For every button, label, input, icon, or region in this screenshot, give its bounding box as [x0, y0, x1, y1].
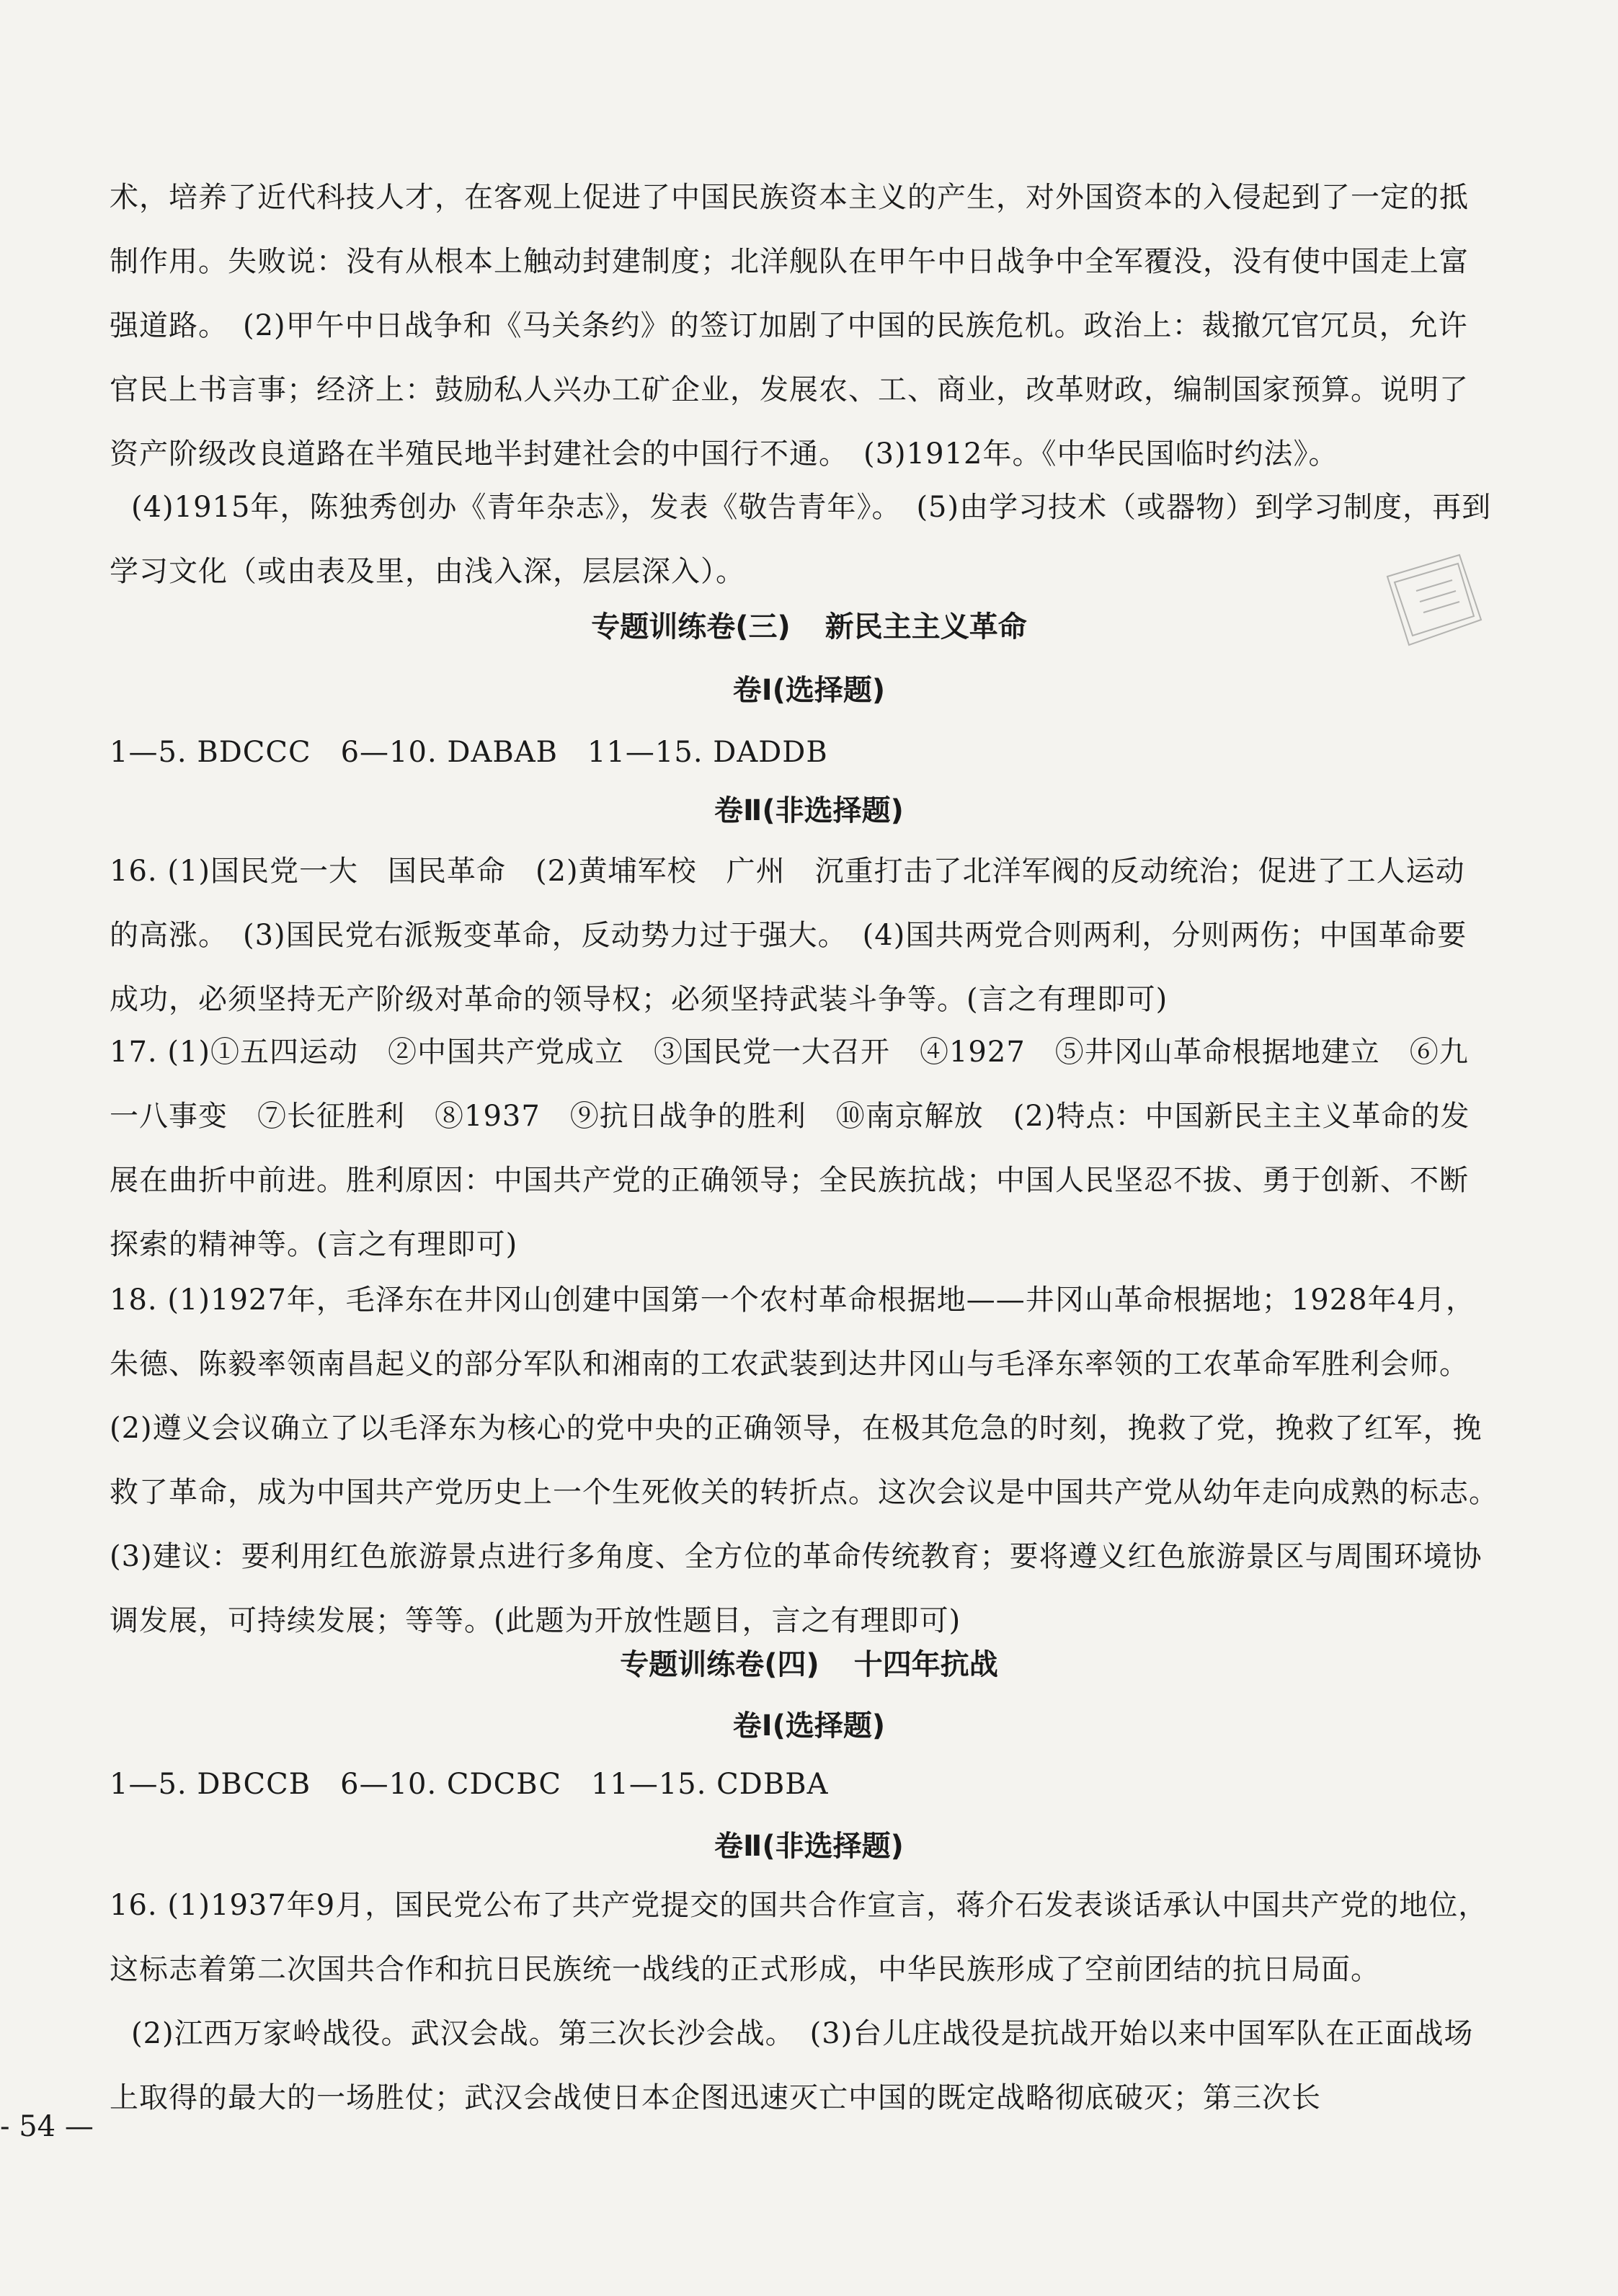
- section-3-answers: 1—5. BDCCC 6—10. DABAB 11—15. DADDB: [110, 736, 828, 769]
- section-4-part-1-heading: 卷Ⅰ(选择题): [732, 1709, 886, 1743]
- intro-paragraph-1: 术，培养了近代科技人才，在客观上促进了中国民族资本主义的产生，对外国资本的入侵起到了一定的抵制作用。失败说：没有从根本上触动封建制度；北洋舰队在甲午中日战争中全军覆没，没有使中国走上富强道路。 (2)甲午中日战争和《马关条约》的签订加剧了中国的民族危机。政治上：裁撤冗官冗员，允许官民上书言事；经济上：鼓励私人兴办工矿企业，发展农、工、商业，改革财政，编制国家预算。说明了资产阶级改良道路在半殖民地半封建社会的中国行不通。 (3)1912年。《中华民国临时约法》。: [110, 181, 1469, 471]
- section-3-title-b: 新民主主义革命: [824, 610, 1027, 644]
- section-4-q16-part-1: 16. (1)1937年9月，国民党公布了共产党提交的国共合作宣言，蒋介石发表谈话承认中国共产党的地位，这标志着第二次国共合作和抗日民族统一战线的正式形成，中华民族形成了空前团结的抗日局面。: [110, 1889, 1488, 1986]
- section-4-title-a: 专题训练卷(四): [620, 1648, 819, 1681]
- section-3-q18: 18. (1)1927年，毛泽东在井冈山创建中国第一个农村革命根据地——井冈山革命根据地；1928年4月，朱德、陈毅率领南昌起义的部分军队和湘南的工农武装到达井冈山与毛泽东率领的工农革命军胜利会师。 (2)遵义会议确立了以毛泽东为核心的党中央的正确领导，在极其危急的时刻，挽救了党，挽救了红军，挽救了革命，成为中国共产党历史上一个生死攸关的转折点。这次会议是中国共产党从幼年走向成熟的标志。 (3)建议：要利用红色旅游景点进行多角度、全方位的革命传统教育；要将遵义红色旅游景区与周围环境协调发展，可持续发展；等等。(此题为开放性题目，言之有理即可): [110, 1283, 1513, 1637]
- section-4-q16-part-2: (2)江西万家岭战役。武汉会战。第三次长沙会战。 (3)台儿庄战役是抗战开始以来中国军队在正面战场上取得的最大的一场胜仗；武汉会战使日本企图迅速灭亡中国的既定战略彻底破灭；第三次长: [110, 2017, 1474, 2114]
- section-4-title: [0, 1643, 1618, 1686]
- section-4-part-2-heading: 卷Ⅱ(非选择题): [714, 1830, 904, 1863]
- section-3-title-a: 专题训练卷(三): [591, 610, 791, 644]
- section-3-part-1-heading: 卷Ⅰ(选择题): [732, 674, 886, 707]
- page-number: - 54 —: [0, 2110, 94, 2143]
- intro-paragraph-2: (4)1915年，陈独秀创办《青年杂志》，发表《敬告青年》。 (5)由学习技术（或器物）到学习制度，再到学习文化（或由表及里，由浅入深，层层深入）。: [110, 491, 1492, 588]
- section-3-q17: 17. (1)①五四运动 ②中国共产党成立 ③国民党一大召开 ④1927 ⑤井冈山革命根据地建立 ⑥九一八事变 ⑦长征胜利 ⑧1937 ⑨抗日战争的胜利 ⑩南京解放 (2)特点：中国新民主主义革命的发展在曲折中前进。胜利原因：中国共产党的正确领导；全民族抗战；中国人民坚忍不拔、勇于创新、不断探索的精神等。(言之有理即可): [110, 1036, 1470, 1261]
- section-3-title: [0, 605, 1618, 649]
- section-3-part-2-heading: 卷Ⅱ(非选择题): [714, 794, 904, 827]
- section-4-title-b: 十四年抗战: [853, 1648, 998, 1681]
- section-3-q16: 16. (1)国民党一大 国民革命 (2)黄埔军校 广州 沉重打击了北洋军阀的反动统治；促进了工人运动的高涨。 (3)国民党右派叛变革命，反动势力过于强大。 (4)国共两党合则两利，分则两伤；中国革命要成功，必须坚持无产阶级对革命的领导权；必须坚持武装斗争等。(言之有理即可): [110, 855, 1467, 1016]
- section-4-answers: 1—5. DBCCB 6—10. CDCBC 11—15. CDBBA: [110, 1768, 829, 1801]
